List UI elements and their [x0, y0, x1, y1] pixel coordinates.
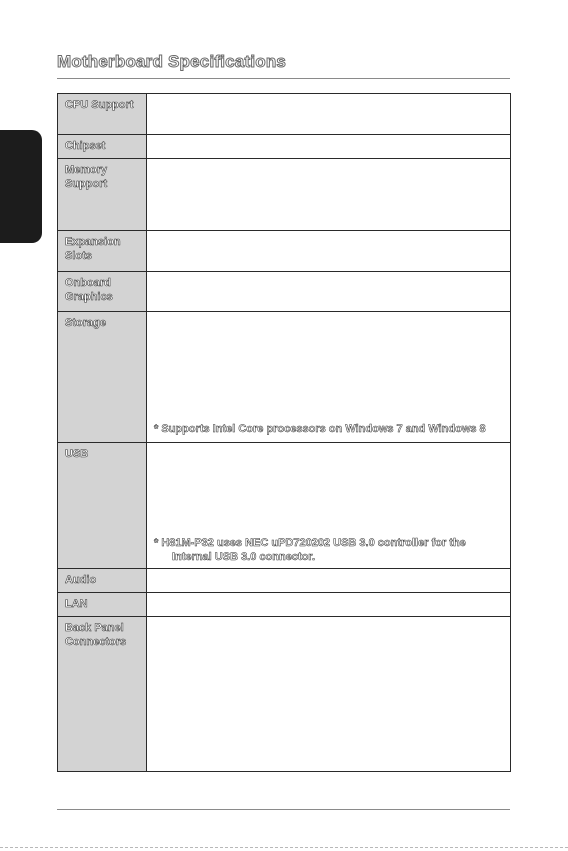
spec-row-cpu-support — [58, 94, 511, 135]
row-label: LAN — [58, 593, 147, 617]
row-label: Audio — [58, 569, 147, 593]
spec-row-onboard-graphics — [58, 272, 511, 312]
row-label: Expansion Slots — [58, 231, 147, 272]
spec-row-back-panel-connectors — [58, 617, 511, 772]
row-value — [147, 135, 511, 159]
row-value — [147, 231, 511, 272]
row-value — [147, 593, 511, 617]
page-title: Motherboard Specifications — [57, 52, 287, 71]
storage-footnote: * Supports Intel Core processors on Windows 7 and Windows 8 — [154, 423, 486, 435]
row-label: Memory Support — [58, 159, 147, 231]
title-divider — [57, 78, 510, 79]
page-edge-dashes — [0, 847, 568, 848]
row-value — [147, 569, 511, 593]
row-value — [147, 443, 511, 569]
row-label: Back Panel Connectors — [58, 617, 147, 772]
spec-row-storage — [58, 312, 511, 443]
row-value — [147, 94, 511, 135]
row-value — [147, 617, 511, 772]
row-value — [147, 159, 511, 231]
spec-table — [57, 93, 511, 772]
spec-row-expansion-slots — [58, 231, 511, 272]
row-label: Chipset — [58, 135, 147, 159]
spec-row-chipset — [58, 135, 511, 159]
spec-row-usb — [58, 443, 511, 569]
usb-footnote-line1: * H81M-P32 uses NEC uPD720202 USB 3.0 controller for the — [154, 537, 466, 549]
footer-divider — [57, 809, 510, 810]
row-label: CPU Support — [58, 94, 147, 135]
usb-footnote — [154, 536, 466, 564]
row-label: Onboard Graphics — [58, 272, 147, 312]
row-label: Storage — [58, 312, 147, 443]
spec-row-lan — [58, 593, 511, 617]
spec-row-audio — [58, 569, 511, 593]
usb-footnote-line2: Internal USB 3.0 connector. — [172, 551, 316, 563]
spec-row-memory-support — [58, 159, 511, 231]
row-value — [147, 272, 511, 312]
row-value — [147, 312, 511, 443]
chapter-side-tab — [0, 130, 42, 243]
row-label: USB — [58, 443, 147, 569]
